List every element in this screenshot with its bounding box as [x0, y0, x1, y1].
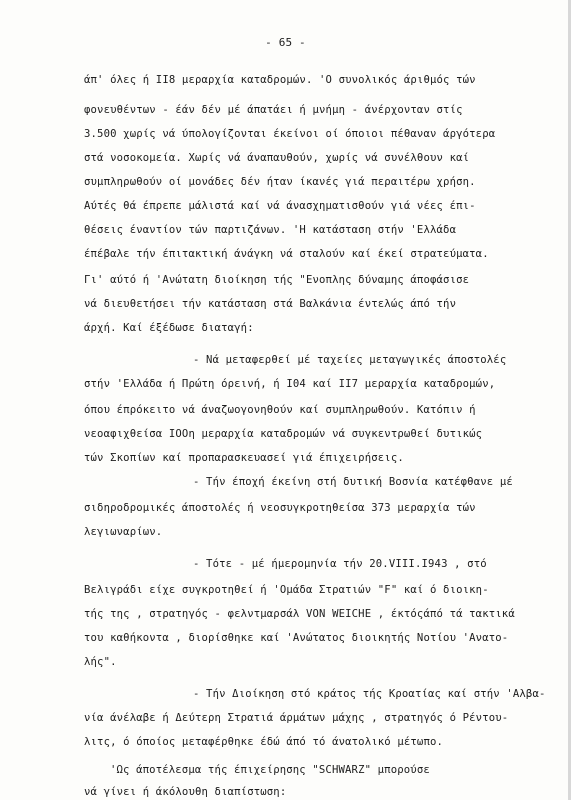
- text-line-20: - Τότε - μέ ήμερομηνία τήν 20.VIII.I943 , στό: [193, 558, 487, 570]
- text-line-27: λιτς, ό όποίος μεταφέρθηκε έδώ άπό τό άνατολικό μέτωπο.: [84, 736, 444, 748]
- text-line-7: θέσεις έναντίον τών παρτιζάνων. 'Η κατάσταση στήν 'Ελλάδα: [84, 224, 457, 236]
- text-line-12: - Νά μεταφερθεί μέ ταχείες μεταγωγικές άποστολές: [193, 354, 507, 366]
- text-line-21: Βελιγράδι είχε συγκροτηθεί ή 'Ομάδα Στρατιών "F" καί ό διοικη-: [84, 584, 489, 596]
- text-line-19: λεγιωναρίων.: [84, 526, 163, 538]
- text-line-8: έπέβαλε τήν έπιτακτική άνάγκη νά σταλούν καί έκεί στρατεύματα.: [84, 248, 489, 260]
- text-line-25: - Τήν Διοίκηση στό κράτος τής Κροατίας καί στήν 'Αλβα-: [193, 688, 546, 700]
- text-line-13: στήν 'Ελλάδα ή Πρώτη όρεινή, ή Ι04 καί ΙΙ7 μεραρχία καταδρομών,: [84, 378, 496, 390]
- text-line-17: - Τήν έποχή έκείνη στή δυτική Βοσνία κατέφθανε μέ: [193, 476, 513, 488]
- text-line-28: 'Ως άποτέλεσμα τής έπιχείρησης "SCHWARZ" μπορούσε: [110, 764, 430, 776]
- page-number: - 65 -: [265, 36, 306, 49]
- text-line-18: σιδηροδρομικές άποστολές ή νεοσυγκροτηθείσα 373 μεραρχία τών: [84, 502, 476, 514]
- text-line-23: του καθήκοντα , διορίσθηκε καί 'Ανώτατος διοικητής Νοτίου 'Ανατο-: [84, 632, 509, 644]
- text-line-3: 3.500 χωρίς νά ύπολογίζονται έκείνοι οί όποιοι πέθαναν άργότερα: [84, 128, 496, 140]
- text-line-10: νά διευθετήσει τήν κατάσταση στά Βαλκάνια έντελώς άπό τήν: [84, 298, 457, 310]
- text-line-6: Αύτές θά έπρεπε μάλιστά καί νά άνασχηματισθούν γιά νέες έπι-: [84, 200, 476, 212]
- text-line-1: άπ' όλες ή ΙΙ8 μεραρχία καταδρομών. 'Ο συνολικός άριθμός τών: [84, 74, 476, 86]
- text-line-5: συμπληρωθούν οί μονάδες δέν ήταν ίκανές γιά περαιτέρω χρήση.: [84, 176, 476, 188]
- text-line-16: τών Σκοπίων καί προπαρασκευασεί γιά έπιχειρήσεις.: [84, 452, 404, 464]
- text-line-29: νά γίνει ή άκόλουθη διαπίστωση:: [84, 786, 287, 798]
- text-line-2: φονευθέντων - έάν δέν μέ άπατάει ή μνήμη - άνέρχονταν στίς: [84, 104, 463, 116]
- text-line-15: νεοαφιχθείσα ΙΟΟη μεραρχία καταδρομών νά συγκεντρωθεί δυτικώς: [84, 428, 483, 440]
- text-line-11: άρχή. Καί έξέδωσε διαταγή:: [84, 322, 254, 334]
- text-line-24: λής".: [84, 656, 117, 668]
- text-line-4: στά νοσοκομεία. Χωρίς νά άναπαυθούν, χωρίς νά συνέλθουν καί: [84, 152, 470, 164]
- text-line-26: νία άνέλαβε ή Δεύτερη Στρατιά άρμάτων μάχης , στρατηγός ό Ρέντου-: [84, 712, 509, 724]
- text-line-9: Γι' αύτό ή 'Ανώτατη διοίκηση τής "Ενοπλης δύναμης άποφάσισε: [84, 274, 470, 286]
- text-line-22: τής της , στρατηγός - φελντμαρσάλ VON WEICHE , έκτόςάπό τά τακτικά: [84, 608, 515, 620]
- text-line-14: όπου έπρόκειτο νά άναζωογονηθούν καί συμπληρωθούν. Κατόπιν ή: [84, 404, 476, 416]
